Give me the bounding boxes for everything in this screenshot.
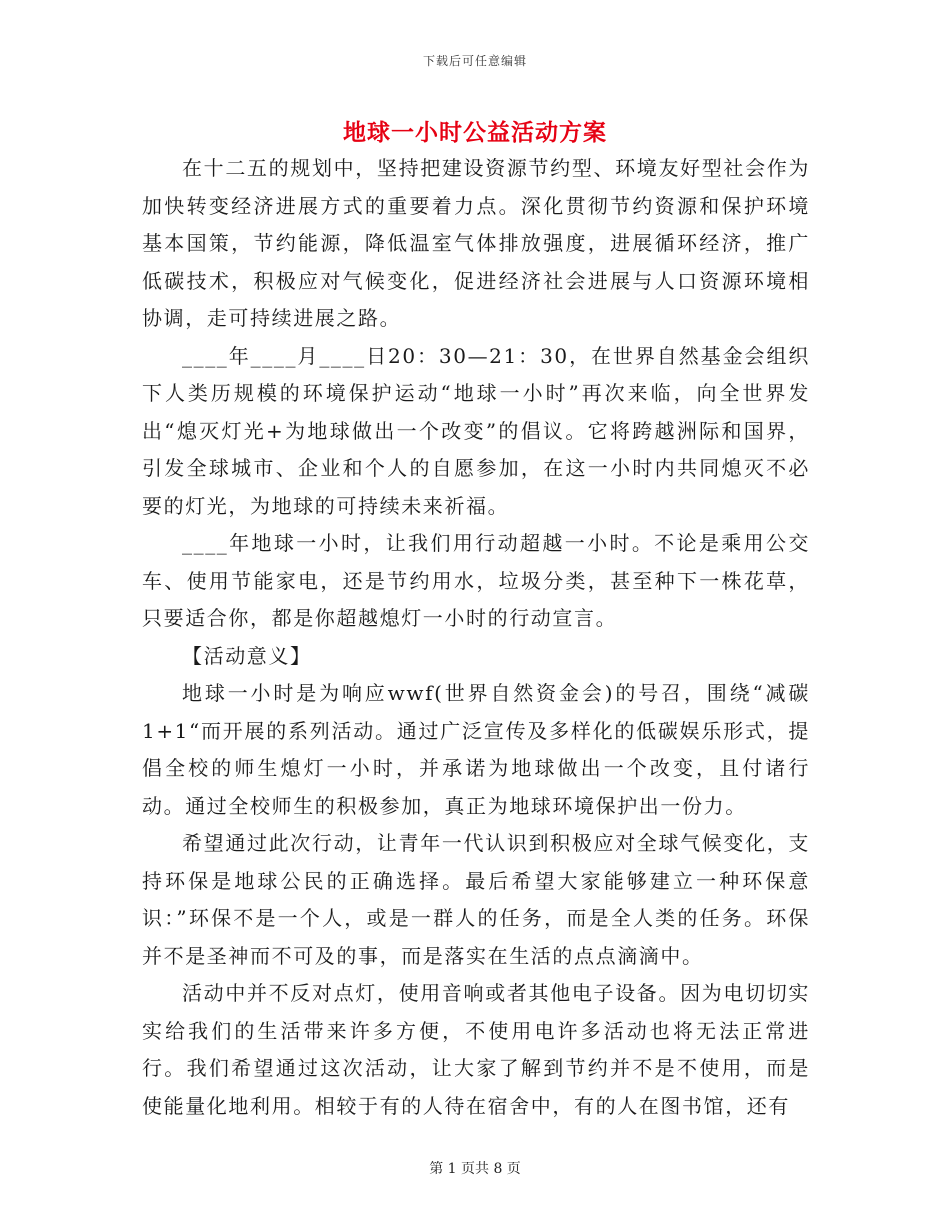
section-heading-significance: 【活动意义】 — [182, 643, 312, 668]
paragraph-activity-note: 活动中并不反对点灯，使用音响或者其他电子设备。因为电切切实实给我们的生活带来许多方便，不使用电许多活动也将无法正常进行。我们希望通过这次活动，让大家了解到节约并不是不使用，而是使能量化地利用。相较于有的人待在宿舍中，有的人在图书馆，还有 — [142, 981, 810, 1118]
paragraph-intro: 在十二五的规划中，坚持把建设资源节约型、环境友好型社会作为加快转变经济进展方式的重要着力点。深化贯彻节约资源和保护环境基本国策，节约能源，降低温室气体排放强度，进展循环经济，推广低碳技术，积极应对气候变化，促进经济社会进展与人口资源环境相协调，走可持续进展之路。 — [142, 156, 810, 330]
paragraph-significance: 地球一小时是为响应wwf(世界自然资金会)的号召，围绕“减碳1+1“而开展的系列活动。通过广泛宣传及多样化的低碳娱乐形式，提倡全校的师生熄灯一小时，并承诺为地球做出一个改变，且付诸行动。通过全校师生的积极参加，真正为地球环境保护出一份力。 — [142, 681, 810, 818]
paragraph-hope: 希望通过此次行动，让青年一代认识到积极应对全球气候变化，支持环保是地球公民的正确选择。最后希望大家能够建立一种环保意识：”环保不是一个人，或是一群人的任务，而是全人类的任务。环保并不是圣神而不可及的事，而是落实在生活的点点滴滴中。 — [142, 831, 810, 968]
document-title: 地球一小时公益活动方案 — [343, 119, 607, 146]
page-number: 第 1 页共 8 页 — [429, 1161, 521, 1177]
paragraph-action: ____年地球一小时，让我们用行动超越一小时。不论是乘用公交车、使用节能家电，还是节约用水，垃圾分类，甚至种下一株花草，只要适合你，都是你超越熄灯一小时的行动宣言。 — [142, 531, 810, 630]
page-header-note: 下载后可任意编辑 — [422, 54, 527, 68]
document-body — [142, 150, 810, 1125]
paragraph-event-date: ____年____月____日20：30—21：30，在世界自然基金会组织下人类历规模的环境保护运动“地球一小时”再次来临，向全世界发出“熄灭灯光+为地球做出一个改变”的倡议。它将跨越洲际和国界，引发全球城市、企业和个人的自愿参加，在这一小时内共同熄灭不必要的灯光，为地球的可持续未来祈福。 — [142, 343, 810, 518]
